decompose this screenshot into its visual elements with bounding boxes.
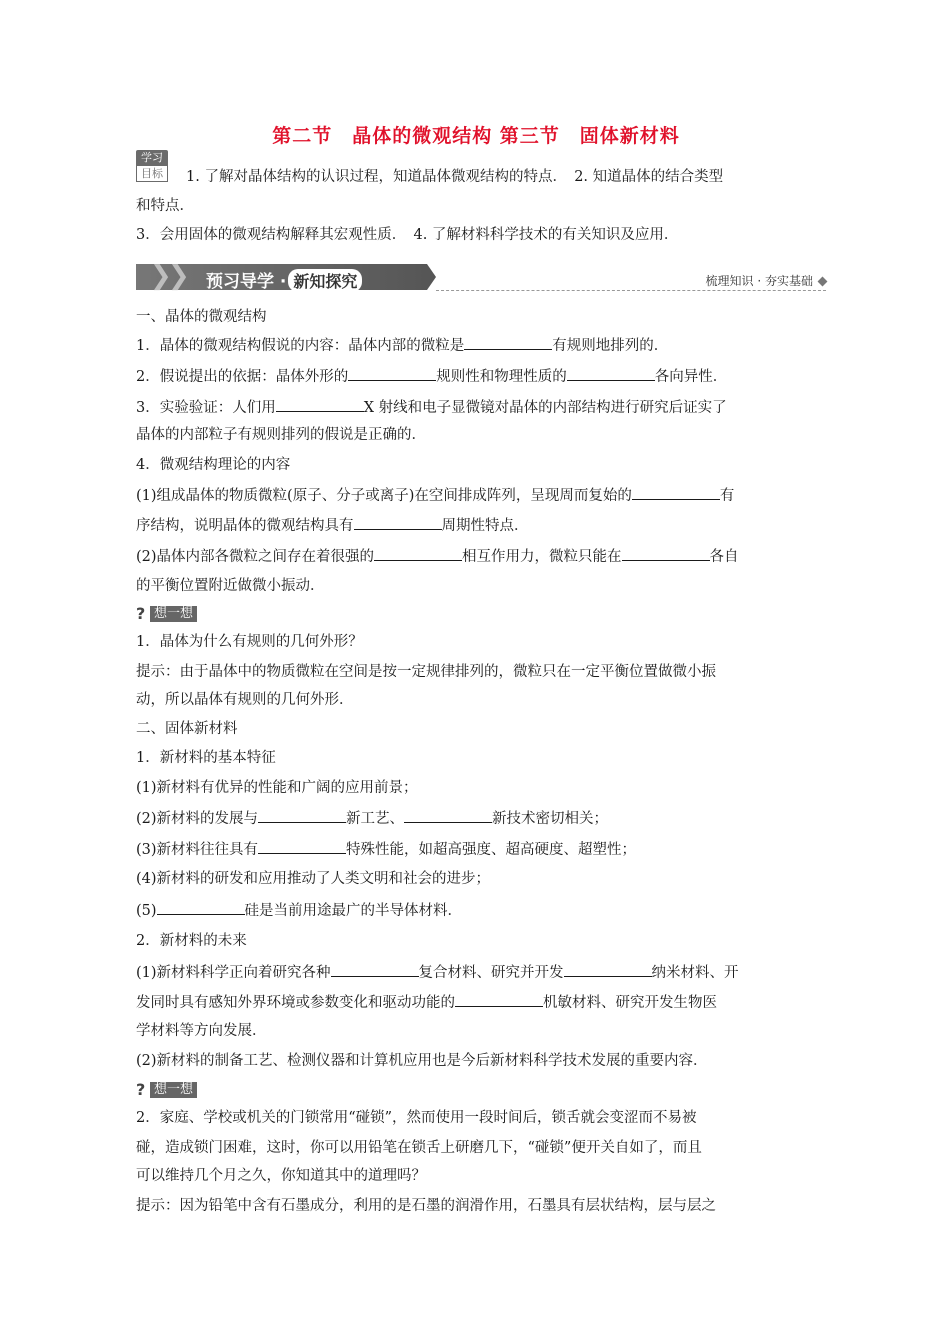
question: 1．晶体为什么有规则的几何外形？ bbox=[136, 634, 363, 650]
fill-blank bbox=[374, 546, 462, 561]
fill-blank bbox=[348, 366, 436, 381]
question: 2．家庭、学校或机关的门锁常用“碰锁”，然而使用一段时间后，锁舌就会变涩而不易被 bbox=[136, 1110, 697, 1126]
paragraph: (4)新材料的研发和应用推动了人类文明和社会的进步； bbox=[136, 871, 491, 887]
fill-blank bbox=[276, 397, 364, 412]
paragraph: (1)组成晶体的物质微粒(原子、分子或离子)在空间排成阵列，呈现周而复始的 有 bbox=[136, 485, 734, 506]
badge-top: 学习 bbox=[141, 151, 163, 164]
paragraph: (1)新材料有优异的性能和广阔的应用前景； bbox=[136, 780, 418, 796]
fill-blank bbox=[632, 485, 720, 500]
paragraph: 学材料等方向发展． bbox=[136, 1023, 267, 1039]
answer: 提示：因为铅笔中含有石墨成分，利用的是石墨的润滑作用，石墨具有层状结构，层与层之 bbox=[136, 1198, 716, 1214]
paragraph: (2)晶体内部各微粒之间存在着很强的 相互作用力，微粒只能在 各自 bbox=[136, 546, 739, 567]
objective-line-3: 3．会用固体的微观结构解释其宏观性质． 4. 了解材料科学技术的有关知识及应用． bbox=[136, 227, 679, 243]
paragraph: 1．晶体的微观结构假说的内容：晶体内部的微粒是 有规则地排列的． bbox=[136, 335, 668, 356]
question-icon: ? bbox=[136, 604, 146, 623]
paragraph: 2．假说提出的依据：晶体外形的 规则性和物理性质的 各向异性． bbox=[136, 366, 727, 387]
question-icon: ? bbox=[136, 1080, 146, 1099]
diamond-icon bbox=[818, 277, 828, 287]
chevron-right-icon: ❯ bbox=[150, 261, 172, 291]
answer: 提示：由于晶体中的物质微粒在空间是按一定规律排列的，微粒只在一定平衡位置做微小振 bbox=[136, 664, 716, 680]
section-heading-1: 一、晶体的微观结构 bbox=[136, 309, 267, 325]
fill-blank bbox=[354, 515, 442, 530]
think-label: ? 想一想 bbox=[136, 606, 197, 622]
banner-divider bbox=[436, 290, 826, 291]
fill-blank bbox=[564, 962, 652, 977]
paragraph: 4．微观结构理论的内容 bbox=[136, 457, 291, 473]
paragraph: 序结构，说明晶体的微观结构具有 周期性特点． bbox=[136, 515, 529, 536]
objectives-badge bbox=[136, 150, 168, 182]
fill-blank bbox=[567, 366, 655, 381]
page-title: 第二节 晶体的微观结构 第三节 固体新材料 bbox=[272, 125, 680, 147]
paragraph: 3．实验验证：人们用 X 射线和电子显微镜对晶体的内部结构进行研究后证实了 bbox=[136, 397, 727, 418]
objective-line-2: 和特点． bbox=[136, 198, 194, 214]
paragraph: (3)新材料往往具有 特殊性能，如超高强度、超高硬度、超塑性； bbox=[136, 839, 636, 860]
fill-blank bbox=[258, 808, 346, 823]
paragraph: 的平衡位置附近做微小振动． bbox=[136, 578, 325, 594]
answer: 动，所以晶体有规则的几何外形． bbox=[136, 692, 354, 708]
fill-blank bbox=[258, 839, 346, 854]
paragraph: 2．新材料的未来 bbox=[136, 933, 247, 949]
section-banner bbox=[136, 260, 826, 296]
question: 可以维持几个月之久，你知道其中的道理吗？ bbox=[136, 1168, 426, 1184]
section-heading-2: 二、固体新材料 bbox=[136, 721, 238, 737]
fill-blank bbox=[622, 546, 710, 561]
paragraph: (5) 硅是当前用途最广的半导体材料． bbox=[136, 900, 462, 921]
paragraph: (2)新材料的发展与 新工艺、 新技术密切相关； bbox=[136, 808, 608, 829]
paragraph: 1．新材料的基本特征 bbox=[136, 750, 276, 766]
fill-blank bbox=[455, 992, 543, 1007]
objective-line-1: 1. 了解对晶体结构的认识过程，知道晶体微观结构的特点． 2. 知道晶体的结合类型 bbox=[186, 169, 724, 185]
paragraph: 晶体的内部粒子有规则排列的假说是正确的． bbox=[136, 427, 426, 443]
think-label: ? 想一想 bbox=[136, 1082, 197, 1098]
chevron-right-icon: ❯ bbox=[168, 261, 190, 291]
fill-blank bbox=[331, 962, 419, 977]
question: 碰，造成锁门困难，这时，你可以用铅笔在锁舌上研磨几下，“碰锁”便开关自如了，而且 bbox=[136, 1140, 702, 1156]
banner-title bbox=[206, 267, 362, 292]
banner-subtitle bbox=[706, 272, 826, 289]
paragraph: (1)新材料科学正向着研究各种 复合材料、研究并开发 纳米材料、开 bbox=[136, 962, 739, 983]
fill-blank bbox=[404, 808, 492, 823]
badge-bottom: 目标 bbox=[136, 165, 168, 182]
banner-pill: 新知探究 bbox=[288, 269, 362, 292]
banner-left-label: 预习导学 · bbox=[206, 272, 287, 292]
fill-blank bbox=[464, 335, 552, 350]
banner-subtitle-text: 梳理知识 · 夯实基础 bbox=[705, 274, 813, 288]
fill-blank bbox=[157, 900, 245, 915]
paragraph: 发同时具有感知外界环境或参数变化和驱动功能的 机敏材料、研究开发生物医 bbox=[136, 992, 717, 1013]
paragraph: (2)新材料的制备工艺、检测仪器和计算机应用也是今后新材料科学技术发展的重要内容． bbox=[136, 1053, 708, 1069]
